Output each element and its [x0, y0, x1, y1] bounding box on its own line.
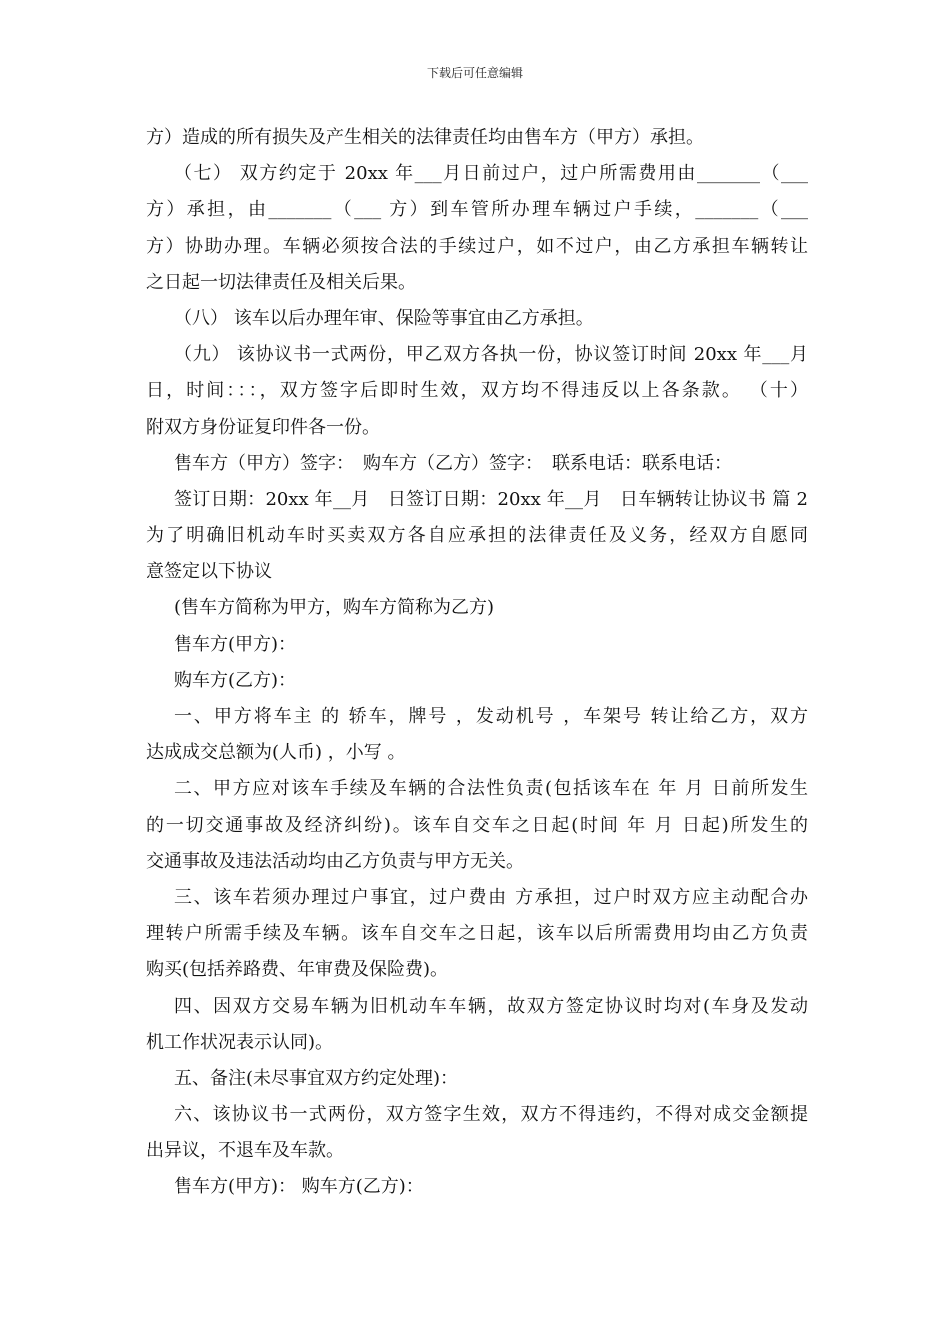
text-line: 五、备注(未尽事宜双方约定处理)：	[174, 1067, 459, 1089]
text-line: 意签定以下协议	[146, 561, 272, 583]
text-line: 方）承担，由_______（___ 方）到车管所办理车辆过户手续，_______（___	[146, 199, 808, 221]
text-line: 方）协助办理。车辆必须按合法的手续过户，如不过户，由乙方承担车辆转让	[146, 235, 808, 257]
text-line: （八） 该车以后办理年审、保险等事宜由乙方承担。	[174, 307, 594, 329]
text-line: （九） 该协议书一式两份，甲乙双方各执一份，协议签订时间 20xx 年___月	[174, 344, 808, 366]
text-line: (售车方简称为甲方，购车方简称为乙方)	[174, 597, 495, 619]
text-line: 之日起一切法律责任及相关后果。	[146, 271, 416, 293]
text-line: 签订日期：20xx 年__月 日签订日期：20xx 年__月 日车辆转让协议书 篇 2	[174, 488, 808, 510]
text-line: 售车方（甲方）签字： 购车方（乙方）签字： 联系电话：联系电话：	[174, 452, 732, 474]
text-line: 的一切交通事故及经济纠纷)。该车自交车之日起(时间 年 月 日起)所发生的	[146, 814, 808, 836]
text-line: 购车方(乙方)：	[174, 669, 297, 691]
text-line: 四、因双方交易车辆为旧机动车车辆，故双方签定协议时均对(车身及发动	[174, 995, 808, 1017]
text-line: 日，时间：：：，双方签字后即时生效，双方均不得违反以上各条款。 （十）	[146, 380, 808, 402]
text-line: （七） 双方约定于 20xx 年___月日前过户，过户所需费用由_______（___	[174, 163, 808, 185]
text-line: 方）造成的所有损失及产生相关的法律责任均由售车方（甲方）承担。	[146, 127, 704, 148]
text-line: 一、甲方将车主 的 轿车，牌号 ，发动机号 ，车架号 转让给乙方，双方	[174, 706, 808, 727]
text-line: 理转户所需手续及车辆。该车自交车之日起，该车以后所需费用均由乙方负责	[146, 923, 808, 945]
page-header: 下载后可任意编辑	[426, 66, 523, 80]
text-line: 交通事故及违法活动均由乙方负责与甲方无关。	[146, 850, 524, 872]
document-body	[146, 120, 808, 1206]
text-line: 机工作状况表示认同)。	[146, 1031, 334, 1053]
text-line: 购买(包括养路费、年审费及保险费)。	[146, 959, 449, 981]
text-line: 附双方身份证复印件各一份。	[146, 416, 380, 438]
text-line: 六、该协议书一式两份，双方签字生效，双方不得违约，不得对成交金额提	[174, 1104, 808, 1126]
text-line: 二、甲方应对该车手续及车辆的合法性负责(包括该车在 年 月 日前所发生	[174, 778, 808, 800]
text-line: 达成成交总额为(人币) ，小写 。	[146, 742, 406, 764]
text-line: 售车方(甲方)： 购车方(乙方)：	[174, 1176, 424, 1198]
text-line: 出异议，不退车及车款。	[146, 1140, 344, 1162]
text-line: 售车方(甲方)：	[174, 633, 297, 655]
text-line: 为了明确旧机动车时买卖双方各自应承担的法律责任及义务，经双方自愿同	[146, 525, 808, 547]
text-line: 三、该车若须办理过户事宜，过户费由 方承担，过户时双方应主动配合办	[174, 886, 808, 908]
